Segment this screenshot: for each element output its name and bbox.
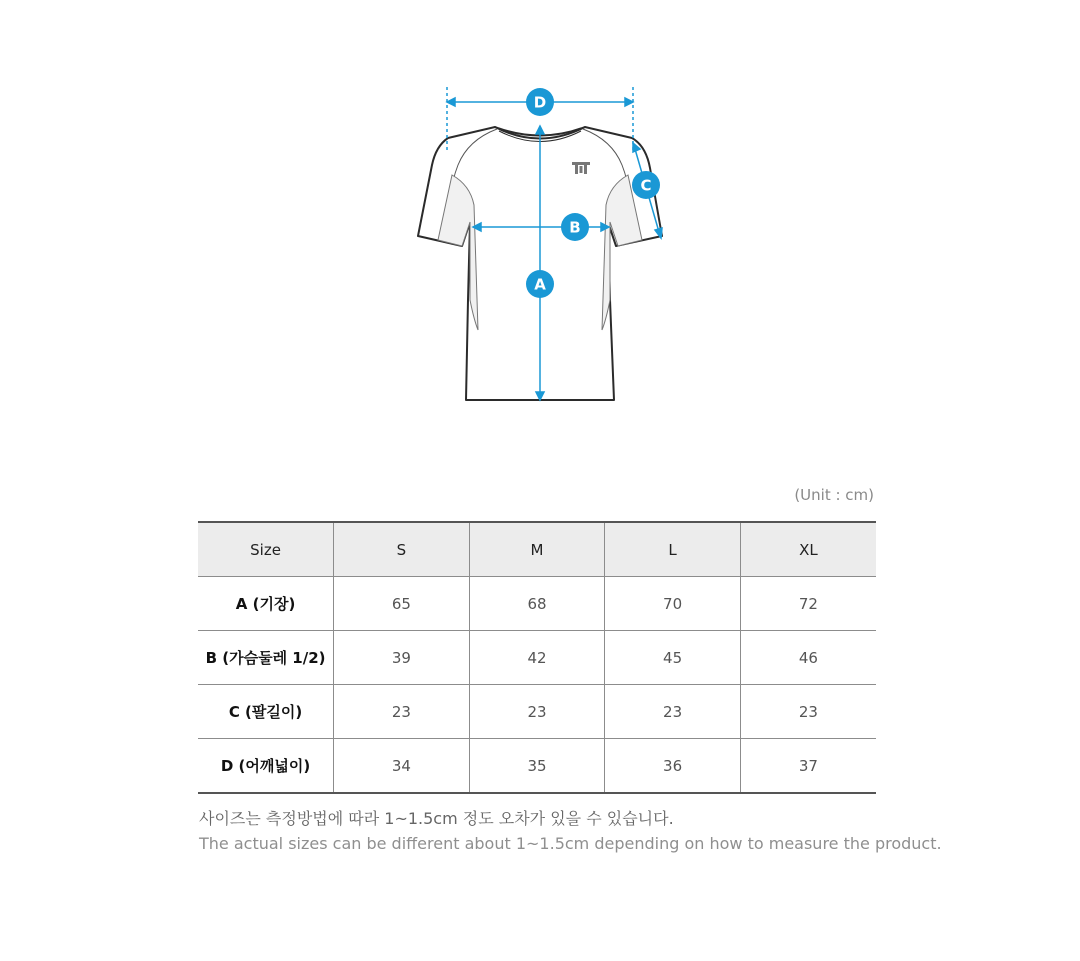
table-row	[198, 739, 876, 794]
marker-d	[526, 88, 554, 116]
header-m: M	[469, 522, 605, 577]
table-cell: 39	[334, 631, 470, 685]
table-cell: 68	[469, 577, 605, 631]
table-cell: 23	[469, 685, 605, 739]
table-cell: 37	[740, 739, 876, 794]
table-cell: 34	[334, 739, 470, 794]
svg-text:A: A	[534, 275, 546, 294]
note-korean: 사이즈는 측정방법에 따라 1~1.5cm 정도 오차가 있을 수 있습니다.	[199, 809, 674, 828]
row-label: A (기장)	[198, 577, 334, 631]
table-cell: 36	[605, 739, 741, 794]
table-cell: 42	[469, 631, 605, 685]
table-cell: 70	[605, 577, 741, 631]
header-s: S	[334, 522, 470, 577]
row-label: D (어깨넓이)	[198, 739, 334, 794]
svg-text:B: B	[569, 218, 581, 237]
table-cell: 72	[740, 577, 876, 631]
table-cell: 65	[334, 577, 470, 631]
table-cell: 46	[740, 631, 876, 685]
table-cell: 35	[469, 739, 605, 794]
table-row	[198, 685, 876, 739]
table-row	[198, 631, 876, 685]
table-row	[198, 577, 876, 631]
svg-text:C: C	[640, 176, 652, 195]
marker-a	[526, 270, 554, 298]
row-label: C (팔길이)	[198, 685, 334, 739]
table-cell: 23	[334, 685, 470, 739]
marker-b	[561, 213, 589, 241]
size-table	[198, 521, 876, 794]
table-cell: 45	[605, 631, 741, 685]
header-l: L	[605, 522, 741, 577]
unit-label: (Unit : cm)	[794, 486, 874, 504]
size-table-header-row	[198, 522, 876, 577]
row-label: B (가슴둘레 1/2)	[198, 631, 334, 685]
tshirt-measurement-diagram	[0, 0, 1080, 430]
marker-c	[632, 171, 660, 199]
header-xl: XL	[740, 522, 876, 577]
svg-text:D: D	[533, 93, 547, 112]
header-size: Size	[198, 522, 334, 577]
note-english: The actual sizes can be different about 1~1.5cm depending on how to measure the product.	[199, 834, 942, 853]
table-cell: 23	[605, 685, 741, 739]
table-cell: 23	[740, 685, 876, 739]
